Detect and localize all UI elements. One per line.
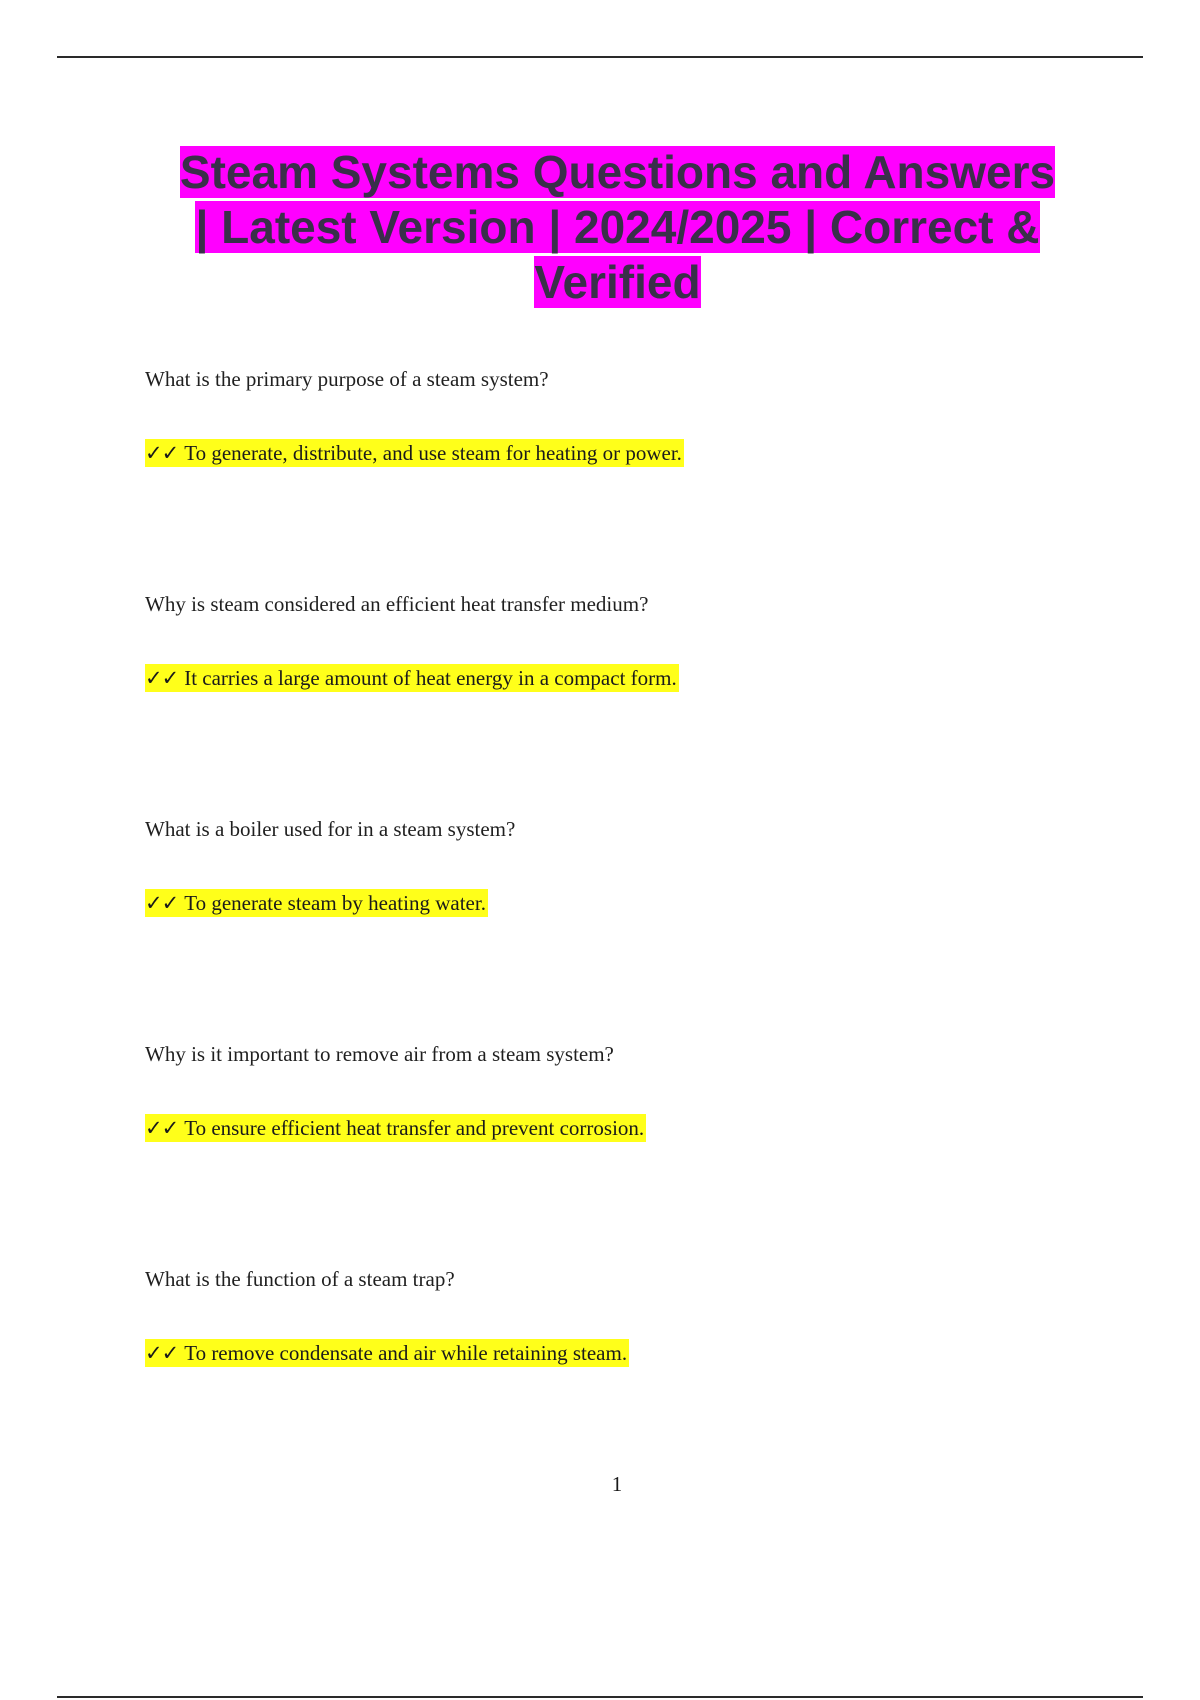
double-check-icon: ✓✓ xyxy=(145,1341,179,1365)
double-check-icon: ✓✓ xyxy=(145,666,179,690)
answer-text: To generate steam by heating water. xyxy=(184,891,486,915)
answer xyxy=(145,1340,1105,1366)
qa-list xyxy=(145,366,1105,1491)
page-number: 1 xyxy=(611,1472,623,1496)
question-text: Why is it important to remove air from a steam system? xyxy=(145,1042,614,1066)
top-rule xyxy=(57,56,1143,58)
double-check-icon: ✓✓ xyxy=(145,1116,179,1140)
answer-highlight xyxy=(145,1339,629,1367)
question-text: What is the function of a steam trap? xyxy=(145,1267,455,1291)
double-check-icon: ✓✓ xyxy=(145,891,179,915)
question-text: Why is steam considered an efficient heat transfer medium? xyxy=(145,592,649,616)
answer-highlight xyxy=(145,664,679,692)
question-text: What is the primary purpose of a steam system? xyxy=(145,367,549,391)
document-title xyxy=(140,145,1095,310)
answer xyxy=(145,890,1105,916)
answer xyxy=(145,1115,1105,1141)
answer-text: To ensure efficient heat transfer and prevent corrosion. xyxy=(184,1116,645,1140)
title-line-3: Verified xyxy=(534,256,701,308)
question-text: What is a boiler used for in a steam system? xyxy=(145,817,516,841)
qa-item xyxy=(145,1041,1105,1266)
qa-item xyxy=(145,366,1105,591)
title-line-1: Steam Systems Questions and Answers xyxy=(179,146,1056,198)
title-line-2: | Latest Version | 2024/2025 | Correct & xyxy=(195,201,1040,253)
answer-highlight xyxy=(145,889,488,917)
answer-text: It carries a large amount of heat energy in a compact form. xyxy=(184,666,677,690)
qa-item xyxy=(145,1266,1105,1491)
qa-item xyxy=(145,816,1105,1041)
answer-highlight xyxy=(145,439,684,467)
bottom-rule xyxy=(57,1696,1143,1698)
answer-text: To remove condensate and air while retaining steam. xyxy=(184,1341,628,1365)
answer xyxy=(145,665,1105,691)
qa-item xyxy=(145,591,1105,816)
answer xyxy=(145,440,1105,466)
double-check-icon: ✓✓ xyxy=(145,441,179,465)
answer-text: To generate, distribute, and use steam for heating or power. xyxy=(184,441,682,465)
answer-highlight xyxy=(145,1114,646,1142)
